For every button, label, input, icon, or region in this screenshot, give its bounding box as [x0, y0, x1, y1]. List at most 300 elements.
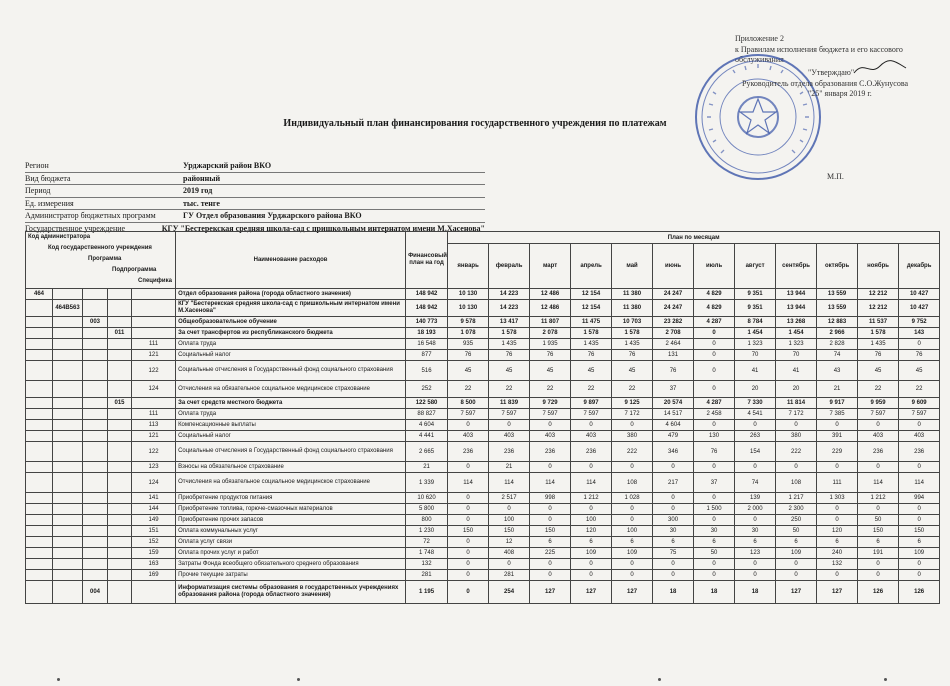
month-value-cell: 74	[817, 350, 858, 361]
code-inst-cell	[53, 537, 83, 548]
month-value-cell: 7 172	[776, 409, 817, 420]
month-value-cell: 6	[735, 537, 776, 548]
month-value-cell: 1 028	[612, 493, 653, 504]
appendix-line-1: Приложение 2	[735, 34, 784, 43]
program-cell	[83, 398, 108, 409]
code-inst-cell	[53, 289, 83, 300]
month-value-cell: 2 966	[817, 328, 858, 339]
program-cell	[83, 526, 108, 537]
code-inst-cell	[53, 548, 83, 559]
month-value-cell: 0	[694, 381, 735, 398]
subprogram-cell	[108, 526, 132, 537]
month-value-cell: 403	[899, 431, 940, 442]
month-value-cell: 123	[735, 548, 776, 559]
header-key: Регион	[25, 161, 49, 170]
month-value-cell: 109	[571, 548, 612, 559]
month-value-cell: 0	[530, 420, 571, 431]
code-admin-cell	[26, 515, 53, 526]
subprogram-cell	[108, 462, 132, 473]
code-admin-cell	[26, 581, 53, 604]
month-value-cell: 7 385	[817, 409, 858, 420]
month-header: ноябрь	[858, 244, 899, 289]
month-value-cell: 0	[735, 420, 776, 431]
month-value-cell: 114	[489, 473, 530, 493]
month-value-cell: 479	[653, 431, 694, 442]
month-value-cell: 0	[571, 462, 612, 473]
expense-name-cell: За счет трансфертов из республиканского бюджета	[176, 328, 406, 339]
annual-total-cell: 132	[406, 559, 448, 570]
spec-cell: 151	[132, 526, 176, 537]
month-value-cell: 154	[735, 442, 776, 462]
month-value-cell: 1 435	[612, 339, 653, 350]
month-value-cell: 1 500	[694, 504, 735, 515]
expense-name-cell: Социальный налог	[176, 431, 406, 442]
month-value-cell: 75	[653, 548, 694, 559]
month-value-cell: 0	[817, 462, 858, 473]
table-row	[26, 442, 940, 462]
month-value-cell: 126	[858, 581, 899, 604]
month-value-cell: 13 944	[776, 300, 817, 317]
month-value-cell: 391	[817, 431, 858, 442]
month-value-cell: 22	[530, 381, 571, 398]
subprogram-cell	[108, 537, 132, 548]
subprogram-cell	[108, 570, 132, 581]
code-inst-cell	[53, 570, 83, 581]
month-value-cell: 43	[817, 361, 858, 381]
month-value-cell: 1 578	[612, 328, 653, 339]
month-value-cell: 1 435	[571, 339, 612, 350]
spec-cell: 111	[132, 339, 176, 350]
month-value-cell: 76	[448, 350, 489, 361]
header-value: Урджарский район ВКО	[183, 161, 272, 170]
month-value-cell: 0	[448, 420, 489, 431]
month-value-cell: 12 154	[571, 300, 612, 317]
code-admin-cell	[26, 317, 53, 328]
header-value: ГУ Отдел образования Урджарского района ВКО	[183, 211, 362, 220]
month-value-cell: 0	[858, 462, 899, 473]
code-inst-cell	[53, 515, 83, 526]
expense-name-cell: Затраты Фонда всеобщего обязательного среднего образования	[176, 559, 406, 570]
month-value-cell: 30	[653, 526, 694, 537]
month-value-cell: 114	[899, 473, 940, 493]
month-value-cell: 9 578	[448, 317, 489, 328]
month-value-cell: 9 351	[735, 289, 776, 300]
month-value-cell: 236	[571, 442, 612, 462]
header-info	[25, 160, 485, 234]
month-value-cell: 37	[694, 473, 735, 493]
month-value-cell: 300	[653, 515, 694, 526]
month-value-cell: 2 000	[735, 504, 776, 515]
month-value-cell: 76	[899, 350, 940, 361]
spec-cell: 124	[132, 473, 176, 493]
table-row	[26, 409, 940, 420]
expense-name-cell: Компенсационные выплаты	[176, 420, 406, 431]
month-value-cell: 7 597	[571, 409, 612, 420]
scan-mark	[658, 678, 661, 681]
month-value-cell: 0	[612, 559, 653, 570]
month-value-cell: 6	[653, 537, 694, 548]
program-cell	[83, 462, 108, 473]
month-value-cell: 4 829	[694, 289, 735, 300]
month-value-cell: 0	[530, 504, 571, 515]
month-value-cell: 0	[899, 570, 940, 581]
month-header: декабрь	[899, 244, 940, 289]
annual-total-cell: 1 339	[406, 473, 448, 493]
header-value: КГУ "Бестерекская средняя школа-сад с пришкольным интернатом имени М.Хасенова"	[161, 223, 485, 233]
month-value-cell: 0	[899, 462, 940, 473]
month-value-cell: 139	[735, 493, 776, 504]
month-value-cell: 6	[571, 537, 612, 548]
code-admin-cell	[26, 559, 53, 570]
month-value-cell: 0	[694, 570, 735, 581]
month-value-cell: 994	[899, 493, 940, 504]
month-value-cell: 403	[448, 431, 489, 442]
expense-name-cell: Оплата труда	[176, 409, 406, 420]
month-value-cell: 2 300	[776, 504, 817, 515]
subprogram-cell	[108, 300, 132, 317]
expense-name-cell: Оплата труда	[176, 339, 406, 350]
month-value-cell: 0	[653, 570, 694, 581]
mp-label: М.П.	[827, 172, 844, 181]
subprogram-cell	[108, 431, 132, 442]
expense-name-cell: Приобретение продуктов питания	[176, 493, 406, 504]
month-value-cell: 0	[530, 462, 571, 473]
subprogram-cell	[108, 317, 132, 328]
approval-position: Руководитель отдела образования С.О.Жунусова	[742, 78, 909, 88]
month-value-cell: 4 829	[694, 300, 735, 317]
spec-cell	[132, 328, 176, 339]
code-admin-label: Код администратора	[28, 234, 91, 240]
spec-cell: 122	[132, 442, 176, 462]
code-inst-cell	[53, 328, 83, 339]
code-inst-cell	[53, 581, 83, 604]
table-row	[26, 526, 940, 537]
month-value-cell: 2 828	[817, 339, 858, 350]
month-value-cell: 150	[858, 526, 899, 537]
subprogram-cell	[108, 409, 132, 420]
table-row	[26, 300, 940, 317]
month-value-cell: 100	[612, 526, 653, 537]
code-inst-cell	[53, 339, 83, 350]
month-value-cell: 0	[776, 570, 817, 581]
month-value-cell: 1 323	[776, 339, 817, 350]
month-value-cell: 12	[489, 537, 530, 548]
month-value-cell: 408	[489, 548, 530, 559]
month-value-cell: 1 435	[489, 339, 530, 350]
program-cell	[83, 504, 108, 515]
code-admin-cell	[26, 420, 53, 431]
month-value-cell: 9 959	[858, 398, 899, 409]
month-value-cell: 1 212	[571, 493, 612, 504]
month-value-cell: 120	[571, 526, 612, 537]
table-row	[26, 559, 940, 570]
subprogram-cell	[108, 493, 132, 504]
month-value-cell: 127	[612, 581, 653, 604]
month-value-cell: 0	[530, 559, 571, 570]
code-admin-cell	[26, 381, 53, 398]
spec-cell: 144	[132, 504, 176, 515]
month-value-cell: 21	[817, 381, 858, 398]
table-row	[26, 537, 940, 548]
month-value-cell: 7 597	[448, 409, 489, 420]
annual-total-cell: 21	[406, 462, 448, 473]
expense-name-cell: Отчисления на обязательное социальное медицинское страхование	[176, 381, 406, 398]
month-value-cell: 0	[817, 515, 858, 526]
month-value-cell: 0	[694, 462, 735, 473]
month-value-cell: 0	[448, 537, 489, 548]
code-admin-cell	[26, 339, 53, 350]
month-value-cell: 10 427	[899, 289, 940, 300]
month-value-cell: 22	[858, 381, 899, 398]
code-admin-cell	[26, 548, 53, 559]
table-row	[26, 381, 940, 398]
month-value-cell: 236	[530, 442, 571, 462]
month-value-cell: 0	[776, 462, 817, 473]
month-value-cell: 0	[735, 570, 776, 581]
month-value-cell: 0	[489, 504, 530, 515]
month-value-cell: 6	[530, 537, 571, 548]
month-value-cell: 0	[899, 339, 940, 350]
month-value-cell: 14 223	[489, 300, 530, 317]
month-value-cell: 13 268	[776, 317, 817, 328]
expense-name-cell: Социальные отчисления в Государственный фонд социального страхования	[176, 361, 406, 381]
month-value-cell: 6	[612, 537, 653, 548]
month-value-cell: 1 454	[776, 328, 817, 339]
page-title: Индивидуальный план финансирования государственного учреждения по платежам	[283, 118, 667, 129]
annual-total-cell: 88 827	[406, 409, 448, 420]
expense-name-cell: Приобретение топлива, горюче-смазочных материалов	[176, 504, 406, 515]
table-row	[26, 548, 940, 559]
annual-total-cell: 877	[406, 350, 448, 361]
code-admin-cell	[26, 431, 53, 442]
month-value-cell: 143	[899, 328, 940, 339]
code-inst-cell	[53, 398, 83, 409]
month-value-cell: 191	[858, 548, 899, 559]
annual-total-cell: 4 441	[406, 431, 448, 442]
month-value-cell: 998	[530, 493, 571, 504]
appendix-line-2: к Правилам исполнения бюджета и его кассового	[735, 44, 903, 54]
name-header: Наименование расходов	[176, 232, 406, 289]
month-value-cell: 131	[653, 350, 694, 361]
program-cell	[83, 339, 108, 350]
month-value-cell: 1 935	[530, 339, 571, 350]
spec-cell: 111	[132, 409, 176, 420]
annual-total-cell: 122 580	[406, 398, 448, 409]
code-admin-cell	[26, 300, 53, 317]
spec-cell	[132, 398, 176, 409]
month-value-cell: 0	[694, 420, 735, 431]
month-value-cell: 7 330	[735, 398, 776, 409]
month-value-cell: 0	[899, 559, 940, 570]
expense-name-cell: За счет средств местного бюджета	[176, 398, 406, 409]
code-inst-cell	[53, 526, 83, 537]
table-row	[26, 361, 940, 381]
month-value-cell: 120	[817, 526, 858, 537]
spec-cell: 149	[132, 515, 176, 526]
program-cell	[83, 548, 108, 559]
month-value-cell: 236	[899, 442, 940, 462]
code-inst-cell	[53, 559, 83, 570]
month-value-cell: 76	[489, 350, 530, 361]
month-header: май	[612, 244, 653, 289]
month-value-cell: 6	[817, 537, 858, 548]
table-row	[26, 289, 940, 300]
month-value-cell: 109	[899, 548, 940, 559]
month-value-cell: 76	[694, 442, 735, 462]
annual-total-cell: 4 604	[406, 420, 448, 431]
month-value-cell: 2 708	[653, 328, 694, 339]
month-value-cell: 254	[489, 581, 530, 604]
code-admin-cell	[26, 570, 53, 581]
month-value-cell: 0	[817, 504, 858, 515]
spec-cell: 152	[132, 537, 176, 548]
month-value-cell: 127	[817, 581, 858, 604]
month-value-cell: 13 944	[776, 289, 817, 300]
code-inst-cell	[53, 493, 83, 504]
spec-cell: 122	[132, 361, 176, 381]
month-value-cell: 10 130	[448, 289, 489, 300]
program-cell	[83, 473, 108, 493]
month-value-cell: 7 172	[612, 409, 653, 420]
table-row	[26, 570, 940, 581]
month-value-cell: 24 247	[653, 289, 694, 300]
spec-cell	[132, 300, 176, 317]
table-row	[26, 420, 940, 431]
month-value-cell: 0	[694, 361, 735, 381]
subprogram-cell	[108, 361, 132, 381]
month-value-cell: 11 380	[612, 300, 653, 317]
table-row	[26, 504, 940, 515]
expense-name-cell: Социальные отчисления в Государственный фонд социального страхования	[176, 442, 406, 462]
code-inst-cell	[53, 504, 83, 515]
month-value-cell: 229	[817, 442, 858, 462]
month-value-cell: 1 435	[858, 339, 899, 350]
month-value-cell: 109	[612, 548, 653, 559]
expense-name-cell: Отчисления на обязательное социальное медицинское страхование	[176, 473, 406, 493]
financing-plan-table	[25, 231, 940, 604]
month-header: февраль	[489, 244, 530, 289]
month-value-cell: 10 703	[612, 317, 653, 328]
signature-mark	[850, 58, 910, 78]
annual-total-cell: 18 193	[406, 328, 448, 339]
annual-header: Финансовый план на год	[406, 232, 448, 289]
month-value-cell: 0	[448, 504, 489, 515]
program-cell	[83, 431, 108, 442]
expense-name-cell: Оплата прочих услуг и работ	[176, 548, 406, 559]
month-value-cell: 236	[489, 442, 530, 462]
code-admin-cell	[26, 504, 53, 515]
month-value-cell: 0	[653, 504, 694, 515]
month-value-cell: 0	[612, 420, 653, 431]
month-value-cell: 0	[694, 559, 735, 570]
table-row	[26, 431, 940, 442]
month-value-cell: 30	[735, 526, 776, 537]
month-value-cell: 11 814	[776, 398, 817, 409]
spec-cell: 159	[132, 548, 176, 559]
month-value-cell: 45	[530, 361, 571, 381]
code-inst-cell	[53, 381, 83, 398]
month-value-cell: 45	[489, 361, 530, 381]
expense-name-cell: КГУ "Бестерекская средняя школа-сад с пришкольным интернатом имени М.Хасенова"	[176, 300, 406, 317]
month-value-cell: 9 125	[612, 398, 653, 409]
code-inst-cell	[53, 442, 83, 462]
subprogram-label: Подпрограмма	[112, 267, 157, 273]
table-body	[26, 289, 940, 604]
subprogram-cell: 011	[108, 328, 132, 339]
expense-name-cell: Отдел образования района (города областного значения)	[176, 289, 406, 300]
month-value-cell: 281	[489, 570, 530, 581]
month-value-cell: 13 559	[817, 289, 858, 300]
program-cell	[83, 570, 108, 581]
approval-date: "25" января 2019 г.	[808, 89, 872, 98]
month-value-cell: 1 454	[735, 328, 776, 339]
month-value-cell: 0	[653, 559, 694, 570]
header-key: Вид бюджета	[25, 173, 71, 183]
month-value-cell: 22	[612, 381, 653, 398]
month-value-cell: 9 897	[571, 398, 612, 409]
month-value-cell: 12 486	[530, 289, 571, 300]
month-value-cell: 74	[735, 473, 776, 493]
month-value-cell: 12 212	[858, 289, 899, 300]
spec-cell: 113	[132, 420, 176, 431]
code-inst-cell	[53, 431, 83, 442]
table-row	[26, 328, 940, 339]
month-value-cell: 6	[899, 537, 940, 548]
month-value-cell: 236	[448, 442, 489, 462]
month-value-cell: 2 458	[694, 409, 735, 420]
code-inst-cell	[53, 462, 83, 473]
month-value-cell: 7 597	[530, 409, 571, 420]
table-row	[26, 493, 940, 504]
subprogram-cell	[108, 559, 132, 570]
month-value-cell: 150	[530, 526, 571, 537]
month-value-cell: 380	[612, 431, 653, 442]
month-value-cell: 0	[612, 504, 653, 515]
header-key: Ед. измерения	[25, 198, 74, 208]
month-value-cell: 1 217	[776, 493, 817, 504]
spec-cell	[132, 289, 176, 300]
subprogram-cell	[108, 381, 132, 398]
expense-name-cell: Приобретение прочих запасов	[176, 515, 406, 526]
month-value-cell: 18	[653, 581, 694, 604]
month-value-cell: 22	[448, 381, 489, 398]
month-value-cell: 0	[571, 420, 612, 431]
month-header: июнь	[653, 244, 694, 289]
appendix-line-3: обслуживания	[735, 55, 784, 64]
program-label: Программа	[88, 256, 122, 262]
annual-total-cell: 148 942	[406, 289, 448, 300]
month-value-cell: 250	[776, 515, 817, 526]
month-value-cell: 0	[448, 493, 489, 504]
month-value-cell: 1 578	[571, 328, 612, 339]
month-value-cell: 108	[612, 473, 653, 493]
month-value-cell: 10 427	[899, 300, 940, 317]
month-value-cell: 9 752	[899, 317, 940, 328]
code-inst-cell	[53, 361, 83, 381]
month-value-cell: 0	[735, 559, 776, 570]
annual-total-cell: 2 665	[406, 442, 448, 462]
code-admin-cell	[26, 361, 53, 381]
month-value-cell: 24 247	[653, 300, 694, 317]
program-cell	[83, 420, 108, 431]
month-value-cell: 22	[899, 381, 940, 398]
month-value-cell: 0	[448, 462, 489, 473]
table-row	[26, 317, 940, 328]
code-admin-cell	[26, 526, 53, 537]
month-value-cell: 935	[448, 339, 489, 350]
annual-total-cell: 72	[406, 537, 448, 548]
month-value-cell: 30	[694, 526, 735, 537]
